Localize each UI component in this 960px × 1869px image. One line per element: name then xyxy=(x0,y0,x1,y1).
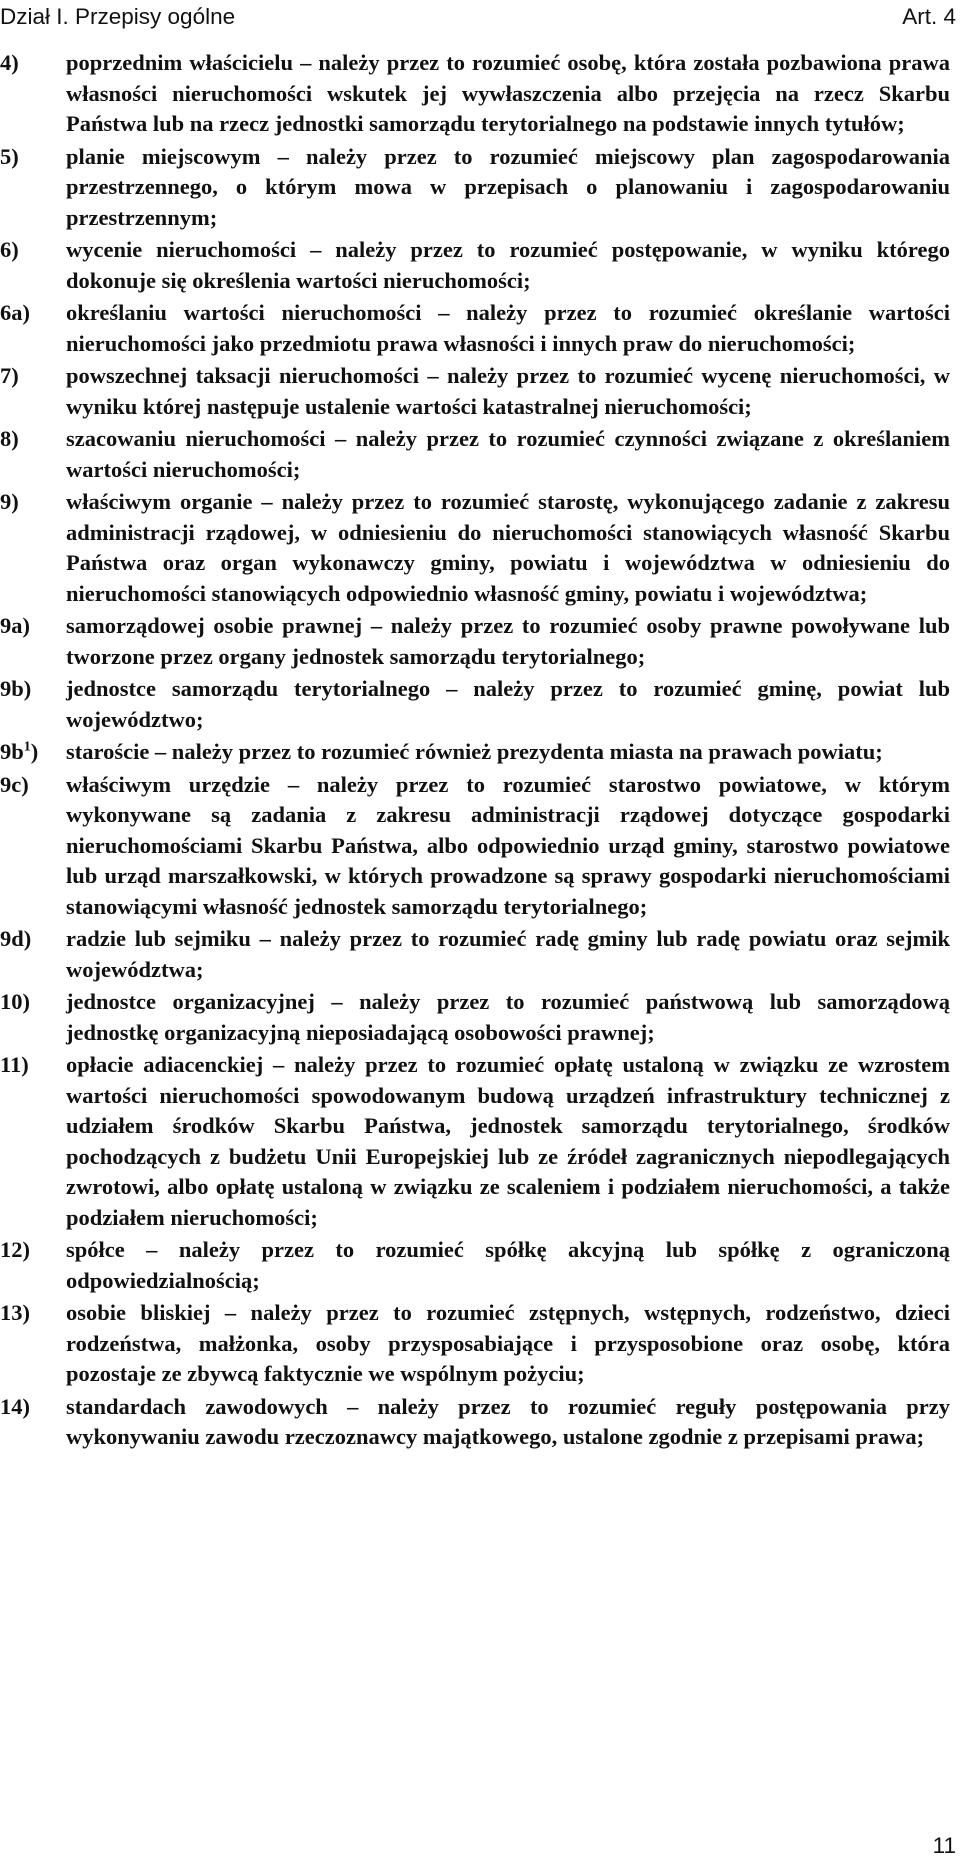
definition-item xyxy=(0,361,950,422)
definition-item xyxy=(0,924,950,985)
item-text: radzie lub sejmiku – należy przez to rozumieć radę gminy lub radę powiatu oraz sejmik województwa; xyxy=(66,926,950,982)
definition-item xyxy=(0,611,950,672)
item-number: 13) xyxy=(0,1300,30,1325)
item-text: właściwym organie – należy przez to rozumieć starostę, wykonującego zadanie z zakresu administracji rządowej, w odniesieniu do nieruchomości stanowiących własność Skarbu Państwa oraz organ wykonawczy gminy, powiatu i województwa w odniesieniu do nieruchomości stanowiących odpowiednio własność gminy, powiatu i województwa; xyxy=(66,489,950,606)
definitions-list xyxy=(0,48,950,1455)
item-text: spółce – należy przez to rozumieć spółkę akcyjną lub spółkę z ograniczoną odpowiedzialnością; xyxy=(66,1237,950,1293)
item-number: 9a) xyxy=(0,613,30,638)
definition-item xyxy=(0,1298,950,1390)
item-text: staroście – należy przez to rozumieć również prezydenta miasta na prawach powiatu; xyxy=(66,739,883,764)
item-text: powszechnej taksacji nieruchomości – należy przez to rozumieć wycenę nieruchomości, w wyniku której następuje ustalenie wartości katastralnej nieruchomości; xyxy=(66,363,950,419)
definition-item xyxy=(0,298,950,359)
item-number: 5) xyxy=(0,143,19,169)
item-text: standardach zawodowych – należy przez to rozumieć reguły postępowania przy wykonywaniu zawodu rzeczoznawcy majątkowego, ustalone zgodnie z przepisami prawa; xyxy=(66,1393,950,1449)
definition-item xyxy=(0,235,950,296)
definition-item xyxy=(0,1235,950,1296)
item-text: osobie bliskiej – należy przez to rozumieć zstępnych, wstępnych, rodzeństwo, dzieci rodzeństwa, małżonka, osoby przysposabiające i przysposobione oraz osobę, która pozostaje ze zbywcą faktycznie we wspólnym pożyciu; xyxy=(66,1300,950,1386)
item-text: poprzednim właścicielu – należy przez to rozumieć osobę, która została pozbawiona prawa własności nieruchomości wskutek jej wywłaszczenia albo przejęcia na rzecz Skarbu Państwa lub na rzecz jednostki samorządu terytorialnego na podstawie innych tytułów; xyxy=(66,50,950,136)
item-number: 4) xyxy=(0,50,19,75)
definition-item xyxy=(0,1050,950,1233)
item-number: 11) xyxy=(0,1052,29,1077)
running-header-article: Art. 4 xyxy=(902,4,956,29)
item-text: jednostce samorządu terytorialnego – należy przez to rozumieć gminę, powiat lub województwo; xyxy=(66,676,950,732)
page-number: 11 xyxy=(932,1833,956,1858)
item-text: wycenie nieruchomości – należy przez to rozumieć postępowanie, w wyniku którego dokonuje się określenia wartości nieruchomości; xyxy=(66,237,950,293)
item-text: opłacie adiacenckiej – należy przez to rozumieć opłatę ustaloną w związku ze wzrostem wartości nieruchomości spowodowanym budową urządzeń infrastruktury technicznej z udziałem środków Skarbu Państwa, jednostek samorządu terytorialnego, środków pochodzących z budżetu Unii Europejskiej lub ze źródeł zagranicznych niepodlegających zwrotowi, albo opłatę ustaloną w związku ze scaleniem i podziałem nieruchomości, a także podziałem nieruchomości; xyxy=(66,1052,950,1230)
item-number: 8) xyxy=(0,426,19,451)
definition-item xyxy=(0,737,950,768)
item-number-suffix: ) xyxy=(30,739,39,764)
item-number: 10) xyxy=(0,989,30,1014)
item-text: określaniu wartości nieruchomości – należy przez to rozumieć określanie wartości nieruchomości jako przedmiotu prawa własności i innych praw do nieruchomości; xyxy=(66,300,950,356)
item-number-base: 9b xyxy=(0,739,24,764)
page-header xyxy=(0,2,960,36)
item-number: 6a) xyxy=(0,300,30,325)
item-number: 6) xyxy=(0,237,19,262)
item-text: samorządowej osobie prawnej – należy przez to rozumieć osoby prawne powoływane lub tworzone przez organy jednostek samorządu terytorialnego; xyxy=(66,613,950,669)
item-text: planie miejscowym – należy przez to rozumieć miejscowy plan zagospodarowania przestrzennego, o którym mowa w przepisach o planowaniu i zagospodarowaniu przestrzennym; xyxy=(66,143,950,230)
definition-item xyxy=(0,770,950,923)
item-text: właściwym urzędzie – należy przez to rozumieć starostwo powiatowe, w którym wykonywane są zadania z zakresu administracji rządowej dotyczące gospodarki nieruchomościami Skarbu Państwa, albo odpowiednio urząd gminy, starostwo powiatowe lub urząd marszałkowski, w których prowadzone są sprawy gospodarki nieruchomościami stanowiącymi własność jednostek samorządu terytorialnego; xyxy=(66,771,950,919)
item-number: 9c) xyxy=(0,771,29,797)
running-header-section: Dział I. Przepisy ogólne xyxy=(0,4,236,29)
item-number xyxy=(0,737,38,768)
definition-item xyxy=(0,487,950,609)
definition-item xyxy=(0,1392,950,1453)
definition-item xyxy=(0,987,950,1048)
item-number: 9b) xyxy=(0,676,32,701)
item-number: 14) xyxy=(0,1393,30,1419)
item-number: 9) xyxy=(0,489,19,514)
item-number: 7) xyxy=(0,363,19,388)
item-text: jednostce organizacyjnej – należy przez to rozumieć państwową lub samorządową jednostkę organizacyjną nieposiadającą osobowości prawnej; xyxy=(66,989,950,1045)
definition-item xyxy=(0,674,950,735)
item-text: szacowaniu nieruchomości – należy przez to rozumieć czynności związane z określaniem wartości nieruchomości; xyxy=(66,426,950,482)
item-number-superscript: 1 xyxy=(23,739,31,755)
definition-item xyxy=(0,48,950,140)
definition-item xyxy=(0,424,950,485)
item-number: 12) xyxy=(0,1237,30,1262)
item-number: 9d) xyxy=(0,926,32,951)
definition-item xyxy=(0,142,950,234)
